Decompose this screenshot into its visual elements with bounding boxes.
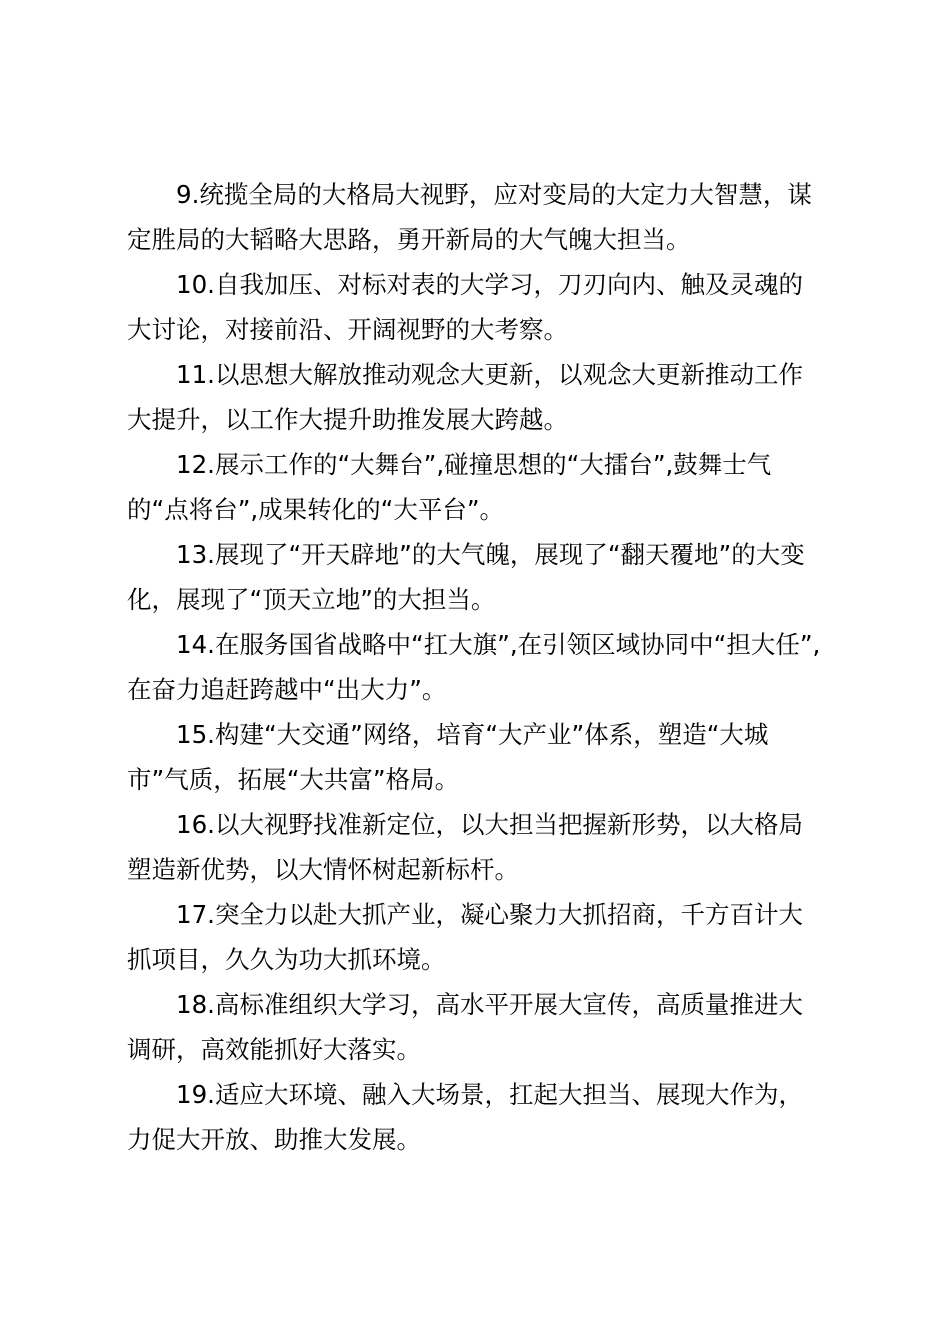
document-body: [127, 172, 827, 1162]
paragraph-10: [127, 262, 827, 352]
paragraph-line: 19.适应大环境、融入大场景，扛起大担当、展现大作为，: [176, 1080, 803, 1109]
paragraph-line: 10.自我加压、对标对表的大学习，刀刃向内、触及灵魂的: [176, 270, 803, 299]
paragraph-9: [127, 172, 827, 262]
paragraph-line: 13.展现了“开天辟地”的大气魄，展现了“翻天覆地”的大变: [176, 540, 805, 569]
paragraph-13: [127, 532, 827, 622]
paragraph-line: 的“点将台”,成果转化的“大平台”。: [127, 495, 505, 524]
paragraph-line: 在奋力追赶跨越中“出大力”。: [127, 675, 447, 704]
paragraph-line: 抓项目，久久为功大抓环境。: [127, 945, 446, 974]
paragraph-line: 15.构建“大交通”网络，培育“大产业”体系，塑造“大城: [176, 720, 769, 749]
paragraph-line: 大讨论，对接前沿、开阔视野的大考察。: [127, 315, 568, 344]
paragraph-line: 14.在服务国省战略中“扛大旗”,在引领区域协同中“担大任”,: [176, 630, 821, 659]
paragraph-18: [127, 982, 827, 1072]
paragraph-17: [127, 892, 827, 982]
paragraph-12: [127, 442, 827, 532]
paragraph-line: 18.高标准组织大学习，高水平开展大宣传，高质量推进大: [176, 990, 803, 1019]
paragraph-line: 力促大开放、助推大发展。: [127, 1125, 421, 1154]
paragraph-16: [127, 802, 827, 892]
paragraph-line: 16.以大视野找准新定位，以大担当把握新形势，以大格局: [176, 810, 803, 839]
paragraph-line: 12.展示工作的“大舞台”,碰撞思想的“大擂台”,鼓舞士气: [176, 450, 772, 479]
paragraph-line: 定胜局的大韬略大思路，勇开新局的大气魄大担当。: [127, 225, 691, 254]
paragraph-line: 17.突全力以赴大抓产业，凝心聚力大抓招商，千方百计大: [176, 900, 803, 929]
paragraph-line: 11.以思想大解放推动观念大更新，以观念大更新推动工作: [176, 360, 803, 389]
paragraph-line: 化，展现了“顶天立地”的大担当。: [127, 585, 496, 614]
paragraph-11: [127, 352, 827, 442]
paragraph-line: 9.统揽全局的大格局大视野，应对变局的大定力大智慧，谋: [176, 180, 812, 209]
paragraph-line: 大提升，以工作大提升助推发展大跨越。: [127, 405, 568, 434]
paragraph-19: [127, 1072, 827, 1162]
paragraph-15: [127, 712, 827, 802]
paragraph-line: 市”气质，拓展“大共富”格局。: [127, 765, 460, 794]
paragraph-14: [127, 622, 827, 712]
paragraph-line: 塑造新优势，以大情怀树起新标杆。: [127, 855, 519, 884]
paragraph-line: 调研，高效能抓好大落实。: [127, 1035, 421, 1064]
